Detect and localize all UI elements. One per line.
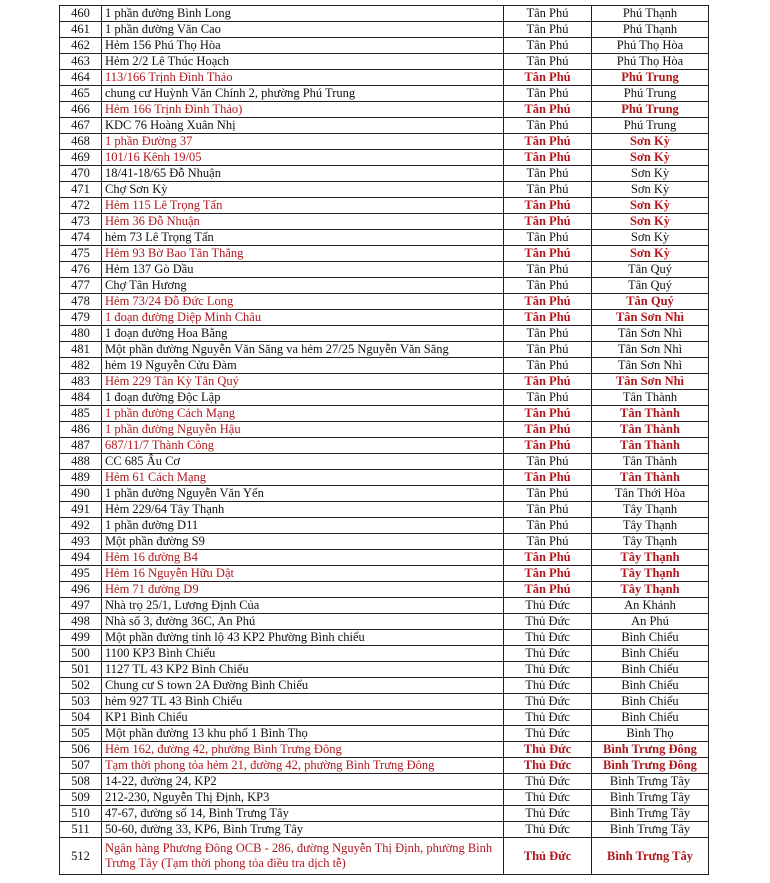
row-number-cell: 490: [60, 486, 102, 502]
address-cell: 113/166 Trịnh Đình Thảo: [102, 70, 504, 86]
table-row: [60, 438, 709, 454]
ward-cell: Tây Thạnh: [592, 518, 709, 534]
ward-cell: Tân Thành: [592, 454, 709, 470]
table-row: [60, 582, 709, 598]
address-cell: 1 đoạn đường Hoa Bằng: [102, 326, 504, 342]
row-number-cell: 511: [60, 822, 102, 838]
ward-cell: Tây Thạnh: [592, 566, 709, 582]
row-number-cell: 466: [60, 102, 102, 118]
ward-cell: Bình Trưng Tây: [592, 806, 709, 822]
table-row: [60, 566, 709, 582]
row-number-cell: 482: [60, 358, 102, 374]
address-cell: Hẻm 73/24 Đỗ Đức Long: [102, 294, 504, 310]
address-cell: 1 phần đường D11: [102, 518, 504, 534]
ward-cell: Sơn Kỳ: [592, 198, 709, 214]
ward-cell: Tây Thạnh: [592, 534, 709, 550]
ward-cell: Sơn Kỳ: [592, 150, 709, 166]
district-cell: Thủ Đức: [504, 726, 592, 742]
district-cell: Thủ Đức: [504, 598, 592, 614]
row-number-cell: 512: [60, 838, 102, 875]
district-cell: Thủ Đức: [504, 790, 592, 806]
ward-cell: Bình Chiểu: [592, 678, 709, 694]
row-number-cell: 503: [60, 694, 102, 710]
row-number-cell: 500: [60, 646, 102, 662]
table-row: [60, 294, 709, 310]
district-cell: Tân Phú: [504, 214, 592, 230]
ward-cell: Phú Trung: [592, 102, 709, 118]
ward-cell: Tân Thới Hòa: [592, 486, 709, 502]
ward-cell: Tân Thành: [592, 390, 709, 406]
address-cell: Hẻm 115 Lê Trọng Tấn: [102, 198, 504, 214]
address-cell: Nhà trọ 25/1, Lương Định Của: [102, 598, 504, 614]
ward-cell: Tân Thành: [592, 470, 709, 486]
ward-cell: Phú Thạnh: [592, 22, 709, 38]
table-row: [60, 86, 709, 102]
row-number-cell: 475: [60, 246, 102, 262]
address-cell: Chung cư S town 2A Đường Bình Chiểu: [102, 678, 504, 694]
district-cell: Thủ Đức: [504, 694, 592, 710]
row-number-cell: 460: [60, 6, 102, 22]
row-number-cell: 463: [60, 54, 102, 70]
ward-cell: Phú Thọ Hòa: [592, 38, 709, 54]
table-row: [60, 726, 709, 742]
row-number-cell: 510: [60, 806, 102, 822]
ward-cell: An Phú: [592, 614, 709, 630]
row-number-cell: 485: [60, 406, 102, 422]
district-cell: Thủ Đức: [504, 630, 592, 646]
row-number-cell: 488: [60, 454, 102, 470]
ward-cell: Tân Quý: [592, 294, 709, 310]
table-row: [60, 838, 709, 875]
address-cell: CC 685 Âu Cơ: [102, 454, 504, 470]
address-cell: Hẻm 93 Bờ Bao Tân Thắng: [102, 246, 504, 262]
district-cell: Tân Phú: [504, 566, 592, 582]
table-row: [60, 150, 709, 166]
table-row: [60, 70, 709, 86]
table-row: [60, 502, 709, 518]
district-cell: Tân Phú: [504, 278, 592, 294]
district-cell: Tân Phú: [504, 230, 592, 246]
district-cell: Tân Phú: [504, 518, 592, 534]
address-cell: 1 đoạn đường Độc Lập: [102, 390, 504, 406]
table-row: [60, 790, 709, 806]
row-number-cell: 481: [60, 342, 102, 358]
table-row: [60, 198, 709, 214]
table-row: [60, 358, 709, 374]
district-cell: Thủ Đức: [504, 678, 592, 694]
ward-cell: Phú Trung: [592, 86, 709, 102]
row-number-cell: 474: [60, 230, 102, 246]
row-number-cell: 462: [60, 38, 102, 54]
row-number-cell: 479: [60, 310, 102, 326]
address-cell: Hẻm 61 Cách Mạng: [102, 470, 504, 486]
row-number-cell: 496: [60, 582, 102, 598]
ward-cell: Tân Sơn Nhì: [592, 358, 709, 374]
ward-cell: An Khánh: [592, 598, 709, 614]
ward-cell: Phú Thọ Hòa: [592, 54, 709, 70]
ward-cell: Tân Thành: [592, 438, 709, 454]
ward-cell: Bình Trưng Tây: [592, 822, 709, 838]
address-cell: Hẻm 16 Nguyễn Hữu Dật: [102, 566, 504, 582]
ward-cell: Sơn Kỳ: [592, 166, 709, 182]
table-row: [60, 470, 709, 486]
ward-cell: Sơn Kỳ: [592, 246, 709, 262]
address-cell: Một phần đường Nguyễn Văn Săng va hẻm 27/25 Nguyễn Văn Săng: [102, 342, 504, 358]
district-cell: Tân Phú: [504, 470, 592, 486]
table-row: [60, 54, 709, 70]
district-cell: Tân Phú: [504, 534, 592, 550]
ward-cell: Tây Thạnh: [592, 582, 709, 598]
address-cell: Ngân hàng Phương Đông OCB - 286, đường Nguyễn Thị Định, phường Bình Trưng Tây (Tạm thời phong tỏa điều tra dịch tễ): [102, 838, 504, 875]
ward-cell: Bình Chiểu: [592, 630, 709, 646]
address-cell: Một phần đường tỉnh lộ 43 KP2 Phường Bình chiểu: [102, 630, 504, 646]
district-cell: Tân Phú: [504, 6, 592, 22]
ward-cell: Tân Quý: [592, 278, 709, 294]
district-cell: Tân Phú: [504, 182, 592, 198]
address-cell: KP1 Bình Chiểu: [102, 710, 504, 726]
district-cell: Thủ Đức: [504, 662, 592, 678]
table-row: [60, 214, 709, 230]
table-row: [60, 598, 709, 614]
table-row: [60, 134, 709, 150]
ward-cell: Bình Trưng Đông: [592, 758, 709, 774]
row-number-cell: 480: [60, 326, 102, 342]
address-cell: Tạm thời phong tỏa hẻm 21, đường 42, phường Bình Trưng Đông: [102, 758, 504, 774]
table-row: [60, 22, 709, 38]
row-number-cell: 476: [60, 262, 102, 278]
ward-cell: Tây Thạnh: [592, 550, 709, 566]
ward-cell: Tân Sơn Nhì: [592, 374, 709, 390]
table-row: [60, 6, 709, 22]
district-cell: Tân Phú: [504, 550, 592, 566]
district-cell: Tân Phú: [504, 390, 592, 406]
district-cell: Tân Phú: [504, 374, 592, 390]
table-row: [60, 102, 709, 118]
row-number-cell: 489: [60, 470, 102, 486]
address-cell: Hẻm 229 Tân Kỳ Tân Quý: [102, 374, 504, 390]
row-number-cell: 495: [60, 566, 102, 582]
address-cell: Hẻm 166 Trịnh Đình Thảo): [102, 102, 504, 118]
table-row: [60, 454, 709, 470]
address-cell: Hẻm 156 Phú Thọ Hòa: [102, 38, 504, 54]
district-cell: Tân Phú: [504, 86, 592, 102]
address-cell: 1127 TL 43 KP2 Bình Chiểu: [102, 662, 504, 678]
address-cell: 101/16 Kênh 19/05: [102, 150, 504, 166]
row-number-cell: 472: [60, 198, 102, 214]
district-cell: Tân Phú: [504, 54, 592, 70]
table-row: [60, 742, 709, 758]
ward-cell: Bình Trưng Tây: [592, 774, 709, 790]
address-cell: hẻm 19 Nguyễn Cửu Đàm: [102, 358, 504, 374]
ward-cell: Tân Sơn Nhì: [592, 326, 709, 342]
district-cell: Thủ Đức: [504, 646, 592, 662]
address-cell: hẻm 73 Lê Trọng Tấn: [102, 230, 504, 246]
address-cell: Một phần đường S9: [102, 534, 504, 550]
district-cell: Thủ Đức: [504, 758, 592, 774]
district-cell: Tân Phú: [504, 438, 592, 454]
district-cell: Tân Phú: [504, 326, 592, 342]
row-number-cell: 467: [60, 118, 102, 134]
table-row: [60, 422, 709, 438]
table-row: [60, 342, 709, 358]
table-row: [60, 758, 709, 774]
ward-cell: Phú Thạnh: [592, 6, 709, 22]
row-number-cell: 497: [60, 598, 102, 614]
district-cell: Tân Phú: [504, 38, 592, 54]
table-row: [60, 406, 709, 422]
table-row: [60, 38, 709, 54]
address-cell: Hẻm 71 đường D9: [102, 582, 504, 598]
table-body: [60, 6, 709, 875]
address-cell: 1 phần đường Cách Mạng: [102, 406, 504, 422]
ward-cell: Sơn Kỳ: [592, 182, 709, 198]
district-cell: Tân Phú: [504, 406, 592, 422]
district-cell: Tân Phú: [504, 310, 592, 326]
address-cell: 1 phần đường Văn Cao: [102, 22, 504, 38]
address-cell: 14-22, đường 24, KP2: [102, 774, 504, 790]
table-row: [60, 822, 709, 838]
address-table: [59, 5, 709, 875]
table-row: [60, 518, 709, 534]
address-cell: KDC 76 Hoàng Xuân Nhị: [102, 118, 504, 134]
ward-cell: Tân Sơn Nhì: [592, 342, 709, 358]
district-cell: Tân Phú: [504, 422, 592, 438]
address-cell: Hẻm 229/64 Tây Thạnh: [102, 502, 504, 518]
row-number-cell: 502: [60, 678, 102, 694]
table-row: [60, 662, 709, 678]
table-row: [60, 614, 709, 630]
address-cell: Hẻm 36 Đỗ Nhuận: [102, 214, 504, 230]
ward-cell: Bình Trưng Đông: [592, 742, 709, 758]
district-cell: Thủ Đức: [504, 822, 592, 838]
district-cell: Thủ Đức: [504, 774, 592, 790]
table-row: [60, 182, 709, 198]
row-number-cell: 498: [60, 614, 102, 630]
address-cell: 1 phần đường Nguyễn Văn Yến: [102, 486, 504, 502]
row-number-cell: 493: [60, 534, 102, 550]
ward-cell: Phú Trung: [592, 70, 709, 86]
table-row: [60, 710, 709, 726]
district-cell: Tân Phú: [504, 262, 592, 278]
district-cell: Tân Phú: [504, 134, 592, 150]
ward-cell: Bình Thọ: [592, 726, 709, 742]
ward-cell: Bình Chiểu: [592, 646, 709, 662]
district-cell: Tân Phú: [504, 358, 592, 374]
row-number-cell: 507: [60, 758, 102, 774]
table-row: [60, 630, 709, 646]
district-cell: Tân Phú: [504, 502, 592, 518]
district-cell: Thủ Đức: [504, 806, 592, 822]
row-number-cell: 487: [60, 438, 102, 454]
district-cell: Tân Phú: [504, 150, 592, 166]
row-number-cell: 478: [60, 294, 102, 310]
address-cell: 47-67, đường số 14, Bình Trưng Tây: [102, 806, 504, 822]
ward-cell: Sơn Kỳ: [592, 230, 709, 246]
row-number-cell: 483: [60, 374, 102, 390]
address-cell: 1 đoạn đường Diệp Minh Châu: [102, 310, 504, 326]
ward-cell: Bình Trưng Tây: [592, 790, 709, 806]
address-cell: 212-230, Nguyễn Thị Định, KP3: [102, 790, 504, 806]
district-cell: Tân Phú: [504, 486, 592, 502]
ward-cell: Bình Trưng Tây: [592, 838, 709, 875]
table-row: [60, 166, 709, 182]
district-cell: Tân Phú: [504, 22, 592, 38]
row-number-cell: 470: [60, 166, 102, 182]
district-cell: Tân Phú: [504, 454, 592, 470]
address-cell: 50-60, đường 33, KP6, Bình Trưng Tây: [102, 822, 504, 838]
row-number-cell: 504: [60, 710, 102, 726]
address-cell: 1 phần Đường 37: [102, 134, 504, 150]
ward-cell: Tân Quý: [592, 262, 709, 278]
address-cell: Hẻm 2/2 Lê Thúc Hoạch: [102, 54, 504, 70]
address-cell: Hẻm 16 đường B4: [102, 550, 504, 566]
table-row: [60, 278, 709, 294]
ward-cell: Bình Chiểu: [592, 662, 709, 678]
district-cell: Thủ Đức: [504, 710, 592, 726]
district-cell: Thủ Đức: [504, 614, 592, 630]
row-number-cell: 506: [60, 742, 102, 758]
row-number-cell: 492: [60, 518, 102, 534]
row-number-cell: 464: [60, 70, 102, 86]
address-cell: Nhà số 3, đường 36C, An Phú: [102, 614, 504, 630]
address-cell: 1 phần đường Nguyễn Hậu: [102, 422, 504, 438]
district-cell: Thủ Đức: [504, 838, 592, 875]
table-row: [60, 374, 709, 390]
ward-cell: Bình Chiểu: [592, 694, 709, 710]
table-row: [60, 534, 709, 550]
table-row: [60, 774, 709, 790]
row-number-cell: 494: [60, 550, 102, 566]
ward-cell: Tân Thành: [592, 422, 709, 438]
address-cell: 687/11/7 Thành Công: [102, 438, 504, 454]
address-cell: Hẻm 137 Gò Dầu: [102, 262, 504, 278]
table-row: [60, 246, 709, 262]
table-row: [60, 262, 709, 278]
ward-cell: Sơn Kỳ: [592, 214, 709, 230]
district-cell: Tân Phú: [504, 246, 592, 262]
table-row: [60, 118, 709, 134]
table-row: [60, 326, 709, 342]
ward-cell: Phú Trung: [592, 118, 709, 134]
address-cell: 18/41-18/65 Đỗ Nhuận: [102, 166, 504, 182]
ward-cell: Sơn Kỳ: [592, 134, 709, 150]
table-row: [60, 310, 709, 326]
row-number-cell: 469: [60, 150, 102, 166]
district-cell: Tân Phú: [504, 342, 592, 358]
row-number-cell: 491: [60, 502, 102, 518]
table-row: [60, 678, 709, 694]
table-row: [60, 550, 709, 566]
district-cell: Tân Phú: [504, 198, 592, 214]
ward-cell: Tân Sơn Nhì: [592, 310, 709, 326]
table-row: [60, 230, 709, 246]
ward-cell: Tân Thành: [592, 406, 709, 422]
ward-cell: Bình Chiểu: [592, 710, 709, 726]
district-cell: Tân Phú: [504, 102, 592, 118]
row-number-cell: 477: [60, 278, 102, 294]
address-cell: Chợ Sơn Kỳ: [102, 182, 504, 198]
row-number-cell: 465: [60, 86, 102, 102]
table-row: [60, 806, 709, 822]
district-cell: Tân Phú: [504, 582, 592, 598]
district-cell: Tân Phú: [504, 118, 592, 134]
address-cell: chung cư Huỳnh Văn Chính 2, phường Phú Trung: [102, 86, 504, 102]
address-cell: 1 phần đường Bình Long: [102, 6, 504, 22]
table-row: [60, 486, 709, 502]
row-number-cell: 484: [60, 390, 102, 406]
district-cell: Tân Phú: [504, 294, 592, 310]
row-number-cell: 471: [60, 182, 102, 198]
address-cell: Chợ Tân Hương: [102, 278, 504, 294]
row-number-cell: 501: [60, 662, 102, 678]
row-number-cell: 505: [60, 726, 102, 742]
table-row: [60, 646, 709, 662]
district-cell: Tân Phú: [504, 70, 592, 86]
table-row: [60, 390, 709, 406]
row-number-cell: 461: [60, 22, 102, 38]
address-cell: hẻm 927 TL 43 Bình Chiểu: [102, 694, 504, 710]
row-number-cell: 499: [60, 630, 102, 646]
address-cell: 1100 KP3 Bình Chiểu: [102, 646, 504, 662]
row-number-cell: 486: [60, 422, 102, 438]
district-cell: Thủ Đức: [504, 742, 592, 758]
row-number-cell: 473: [60, 214, 102, 230]
district-cell: Tân Phú: [504, 166, 592, 182]
ward-cell: Tây Thạnh: [592, 502, 709, 518]
row-number-cell: 468: [60, 134, 102, 150]
row-number-cell: 508: [60, 774, 102, 790]
table-row: [60, 694, 709, 710]
address-cell: Hẻm 162, đường 42, phường Bình Trưng Đông: [102, 742, 504, 758]
address-cell: Một phần đường 13 khu phố 1 Bình Thọ: [102, 726, 504, 742]
row-number-cell: 509: [60, 790, 102, 806]
